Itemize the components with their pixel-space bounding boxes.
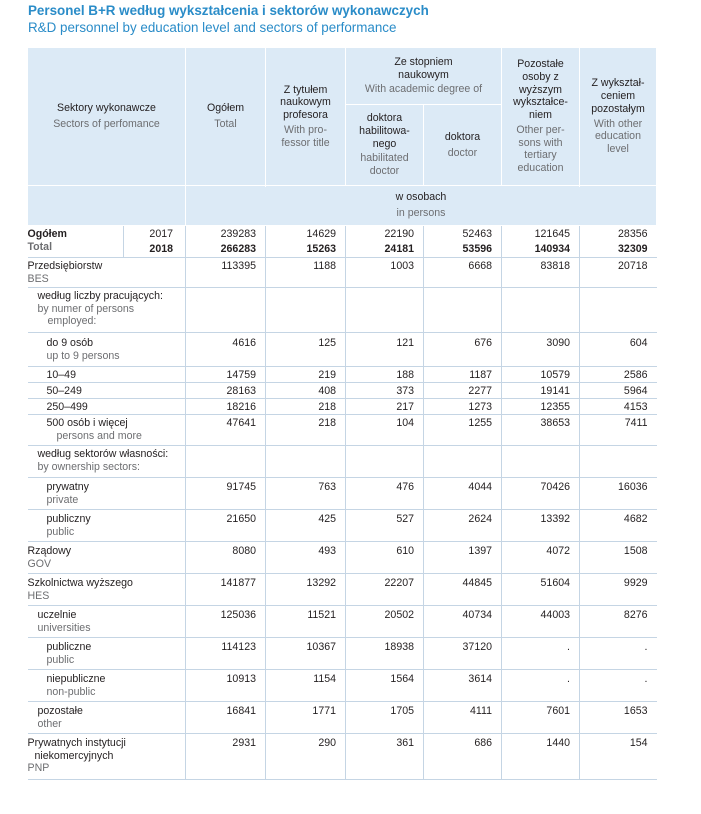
table-row-10-49: 10–49 14759 219 188 1187 10579 2586 bbox=[28, 367, 657, 383]
table-row-bes: Przedsiębiorstw BES 113395 1188 1003 6668 83818 20718 bbox=[28, 258, 657, 288]
table-row-total-2018: Total 2018 266283 15263 24181 53596 140934 32309 bbox=[28, 241, 657, 258]
table-row-upto9: do 9 osób up to 9 persons 4616 125 121 676 3090 604 bbox=[28, 333, 657, 367]
header-academic-degree: Ze stopniem naukowym With academic degree of bbox=[346, 48, 502, 105]
table-row-univ-nonpublic: niepubliczne non-public 10913 1154 1564 3614 . . bbox=[28, 670, 657, 702]
table-row-250-499: 250–499 18216 218 217 1273 12355 4153 bbox=[28, 399, 657, 415]
header-unit: w osobach in persons bbox=[186, 186, 657, 226]
header-other-education: Z wykształ- ceniem pozostałym With other education level bbox=[580, 48, 657, 186]
header-doctor: doktora doctor bbox=[424, 105, 502, 186]
table-row-universities: uczelnie universities 125036 11521 20502 40734 44003 8276 bbox=[28, 606, 657, 638]
table-row-500-plus: 500 osób i więcej persons and more 47641 218 104 1255 38653 7411 bbox=[28, 415, 657, 446]
table-title-en: R&D personnel by education level and sectors of performance bbox=[28, 20, 397, 35]
table-row-hes-other: pozostałe other 16841 1771 1705 4111 7601 1653 bbox=[28, 702, 657, 734]
table-row-public: publiczny public 21650 425 527 2624 13392 4682 bbox=[28, 510, 657, 542]
table-row-pnp: Prywatnych instytucji niekomercyjnych PNP 2931 290 361 686 1440 154 bbox=[28, 734, 657, 780]
table-row-by-employment: według liczby pracujących: by numer of persons employed: bbox=[28, 288, 657, 333]
table-row-by-ownership: według sektorów własności: by ownership sectors: bbox=[28, 446, 657, 478]
header-professor: Z tytułem naukowym profesora With pro- fessor title bbox=[266, 48, 346, 186]
table-row-total-2017: Ogółem 2017 239283 14629 22190 52463 121645 28356 bbox=[28, 226, 657, 241]
table-row-hes: Szkolnictwa wyższego HES 141877 13292 22207 44845 51604 9929 bbox=[28, 574, 657, 606]
table-row-50-249: 50–249 28163 408 373 2277 19141 5964 bbox=[28, 383, 657, 399]
table-row-univ-public: publiczne public 114123 10367 18938 37120 . . bbox=[28, 638, 657, 670]
table-row-private: prywatny private 91745 763 476 4044 70426 16036 bbox=[28, 478, 657, 510]
header-sector: Sektory wykonawcze Sectors of perfomance bbox=[28, 48, 186, 186]
table-title: Personel B+R według wykształcenia i sektorów wykonawczych bbox=[28, 3, 429, 18]
table-row-gov: Rządowy GOV 8080 493 610 1397 4072 1508 bbox=[28, 542, 657, 574]
title-block bbox=[28, 3, 429, 36]
header-total: Ogółem Total bbox=[186, 48, 266, 186]
data-table bbox=[27, 47, 657, 780]
header-habilitated: doktora habilitowa- nego habilitated doctor bbox=[346, 105, 424, 186]
header-other-tertiary: Pozostałe osoby z wyższym wykształce- niem Other per- sons with tertiary education bbox=[502, 48, 580, 186]
